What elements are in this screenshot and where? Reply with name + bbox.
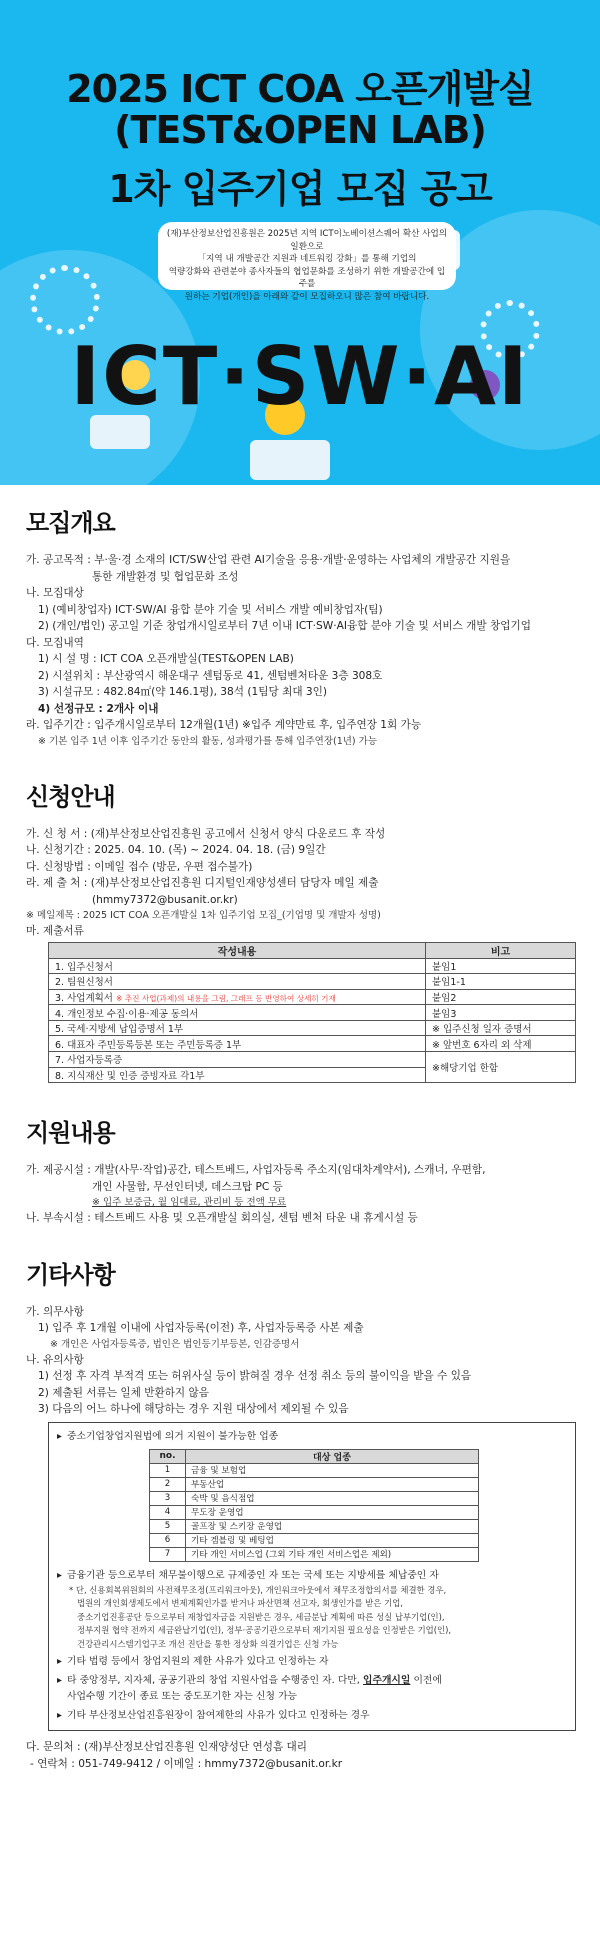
table-cell: 5. 국세·지방세 납입증명서 1부	[49, 1020, 426, 1036]
apply-method: 다. 신청방법 : 이메일 접수 (방문, 우편 접수불가)	[26, 860, 253, 873]
table-cell: 금융 및 보험업	[186, 1463, 479, 1477]
table-cell: 무도장 운영업	[186, 1505, 479, 1519]
apply-form: 가. 신 청 서 : (재)부산정보산업진흥원 공고에서 신청서 양식 다운로드 후 작성	[26, 827, 386, 840]
exclusion-text: 타 중앙정부, 지자체, 공공기관의 창업 지원사업을 수행중인 자. 다만,	[67, 1675, 364, 1687]
overview-period-note: ※ 기본 입주 1년 이후 입주기간 동안의 활동, 성과평가를 통해 입주연장(1년) 가능	[38, 735, 378, 747]
exclusion-item	[57, 1568, 567, 1584]
overview-detail-item: 1) 시 설 명 : ICT COA 오픈개발실(TEST&OPEN LAB)	[38, 653, 294, 665]
table-row	[49, 1036, 576, 1052]
table-header: 비고	[426, 942, 576, 958]
exclusion-box	[48, 1422, 576, 1732]
overview-target-item: 2) (개인/법인) 공고일 기준 창업개시일로부터 7년 이내 ICT·SW·AI융합 분야 기술 및 서비스 개발 창업기업	[38, 620, 531, 632]
table-header: no.	[150, 1449, 186, 1463]
table-cell: 1. 입주신청서	[49, 958, 426, 974]
table-row	[150, 1463, 479, 1477]
table-header-row	[49, 942, 576, 958]
table-cell: 붙임2	[426, 989, 576, 1005]
table-header: 작성내용	[49, 942, 426, 958]
section-title-etc: 기타사항	[26, 1260, 115, 1289]
table-cell: 붙임1	[426, 958, 576, 974]
table-cell: 부동산업	[186, 1477, 479, 1491]
exclusion-note: 중소기업진흥공단 등으로부터 재창업자금을 지원받은 경우, 세금분납 계획에 따른 성실 납부기업(인),	[77, 1611, 445, 1622]
bullet-icon: ▸	[57, 1569, 62, 1581]
apply-period: 나. 신청기간 : 2025. 04. 10. (목) ~ 2024. 04. 18. (금) 9일간	[26, 844, 326, 856]
overview-details-head: 다. 모집내역	[26, 636, 84, 649]
banner-title-line2: (TEST&OPEN LAB)	[114, 108, 486, 152]
exclusion-text: 기타 법령 등에서 창업지원의 제한 사유가 있다고 인정하는 자	[67, 1656, 329, 1668]
overview-purpose-cont: 통한 개발환경 및 협업문화 조성	[92, 570, 239, 583]
exclusion-emphasis: 입주개시일	[363, 1675, 411, 1687]
etc-caution-item: 3) 다음의 어느 하나에 해당하는 경우 지원 대상에서 제외될 수 있음	[38, 1403, 349, 1416]
section-title-apply: 신청안내	[26, 782, 115, 811]
table-cell: 4. 개인정보 수집·이용·제공 동의서	[49, 1005, 426, 1021]
exclusion-text: 금융기관 등으로부터 채무불이행으로 규제중인 자 또는 국세 또는 지방세를 체납중인 자	[67, 1569, 439, 1581]
table-cell: 1	[150, 1463, 186, 1477]
support-provide: 가. 제공시설 : 개발(사무·작업)공간, 테스트베드, 사업자등록 주소지(임대차계약서), 스캐너, 우편함,	[26, 1164, 486, 1177]
overview-period: 라. 입주기간 : 입주개시일로부터 12개월(1년) ※입주 계약만료 후, 입주연장 1회 가능	[26, 719, 422, 731]
table-cell: 8. 지식재산 및 인증 증빙자료 각1부	[49, 1067, 426, 1083]
table-cell: 기타 겜블링 및 베팅업	[186, 1533, 479, 1547]
table-row	[150, 1491, 479, 1505]
support-provide-cont: 개인 사물함, 무선인터넷, 데스크탑 PC 등	[92, 1180, 283, 1193]
banner-title-line3: 1차 입주기업 모집 공고	[108, 167, 492, 211]
table-cell: 붙임1-1	[426, 974, 576, 990]
exclusion-text: 기타 부산정보산업진흥원장이 참여제한의 사유가 있다고 인정하는 경우	[67, 1710, 370, 1722]
etc-duty-head: 가. 의무사항	[26, 1305, 84, 1318]
exclusion-note: 건강관리시스템기업구조 개선 진단을 통한 정상화 의결기업은 신청 가능	[77, 1638, 339, 1649]
section-title-support: 지원내용	[26, 1119, 115, 1148]
table-header: 대상 업종	[186, 1449, 479, 1463]
bullet-icon: ▸	[57, 1675, 62, 1687]
table-cell: 7	[150, 1547, 186, 1561]
etc-caution-item: 2) 제출된 서류는 일체 반환하지 않음	[38, 1386, 209, 1399]
overview-detail-item: 2) 시설위치 : 부산광역시 해운대구 센텀동로 41, 센텀벤처타운 3층 308호	[38, 669, 383, 682]
table-row	[49, 1005, 576, 1021]
bullet-icon: ▸	[57, 1656, 62, 1668]
table-row	[150, 1505, 479, 1519]
doc-item-note: ※ 추진 사업(과제)의 내용을 그림, 그래프 등 반영하여 상세히 기재	[116, 993, 336, 1003]
table-row	[49, 1020, 576, 1036]
table-cell: 4	[150, 1505, 186, 1519]
table-row	[49, 989, 576, 1005]
overview-purpose: 가. 공고목적 : 부·울·경 소재의 ICT/SW산업 관련 AI기술을 응용·개발·운영하는 사업체의 개발공간 지원을	[26, 554, 511, 566]
table-cell: 붙임3	[426, 1005, 576, 1021]
intro-line: (재)부산정보산업진흥원은 2025년 지역 ICT이노베이션스퀘어 확산 사업의 일환으로	[166, 229, 448, 252]
table-row	[49, 958, 576, 974]
exclusion-item	[57, 1429, 567, 1445]
overview-detail-item: 3) 시설규모 : 482.84㎡(약 146.1평), 38석 (1팀당 최대 3인)	[38, 686, 328, 698]
etc-caution-item: 1) 선정 후 자격 부적격 또는 허위사실 등이 밝혀질 경우 선정 취소 등의 불이익을 받을 수 있음	[38, 1370, 472, 1383]
exclusion-note: 법원의 개인회생제도에서 변제계획인가를 받거나 파산면책 선고자, 회생인가를 받은 기업,	[77, 1598, 403, 1609]
etc-duty-item: 1) 입주 후 1개월 이내에 사업자등록(이전) 후, 사업자등록증 사본 제출	[38, 1322, 364, 1335]
exclusion-item	[57, 1654, 567, 1670]
exclusion-item	[57, 1708, 567, 1724]
apply-mail-note: ※ 메일제목 : 2025 ICT COA 오픈개발실 1차 입주기업 모집_(기업명 및 개발자 성명)	[26, 910, 381, 921]
table-header-row	[150, 1449, 479, 1463]
doc-item: 3. 사업계획서	[55, 992, 113, 1004]
etc-caution-head: 나. 유의사항	[26, 1353, 84, 1366]
table-cell: 기타 개인 서비스업 (그외 기타 개인 서비스업은 제외)	[186, 1547, 479, 1561]
exclusion-item	[57, 1673, 567, 1689]
table-cell: 6. 대표자 주민등록등본 또는 주민등록증 1부	[49, 1036, 426, 1052]
etc-contact-head: 다. 문의처 : (재)부산정보산업진흥원 인재양성단 연성흠 대리	[26, 1741, 308, 1754]
etc-duty-note: ※ 개인은 사업자등록증, 법인은 법인등기부등본, 인감증명서	[50, 1338, 300, 1350]
overview-detail-item: 4) 선정규모 : 2개사 이내	[38, 702, 159, 715]
exclusion-note: 정부지원 협약 전까지 세금완납기업(인), 정부·공공기관으로부터 재기지원 필요성을 인정받은 기업(인),	[77, 1625, 452, 1636]
table-cell: 2. 팀원신청서	[49, 974, 426, 990]
exclusion-text: 이전에	[410, 1675, 442, 1687]
section-title-overview: 모집개요	[26, 509, 115, 537]
table-cell	[49, 989, 426, 1005]
laptop-illustration	[250, 440, 330, 480]
table-cell: 6	[150, 1533, 186, 1547]
exclusion-item-cont: 사업수행 기간이 종료 또는 중도포기한 자는 신청 가능	[67, 1691, 298, 1703]
gear-icon	[30, 265, 100, 335]
etc-contact: - 연락처 : 051-749-9412 / 이메일 : hmmy7372@busanit.or.kr	[30, 1757, 343, 1770]
intro-line: 역량강화와 관련분야 종사자들의 협업문화를 조성하기 위한 개발공간에 입주를	[168, 266, 446, 289]
table-cell: 3	[150, 1491, 186, 1505]
table-cell: 숙박 및 음식점업	[186, 1491, 479, 1505]
support-extra: 나. 부속시설 : 테스트베드 사용 및 오픈개발실 회의실, 센텀 벤처 타운 내 휴게시설 등	[26, 1212, 418, 1225]
documents-table	[48, 942, 576, 1084]
intro-line: 「지역 내 개발공간 지원과 네트워킹 강화」를 통해 기업의	[197, 254, 417, 264]
table-cell: 2	[150, 1477, 186, 1491]
table-cell: ※ 입주신청 일자 증명서	[426, 1020, 576, 1036]
banner-intro	[158, 222, 456, 302]
table-cell: 7. 사업자등록증	[49, 1052, 426, 1068]
apply-submit-email[interactable]: (hmmy7372@busanit.or.kr)	[92, 893, 238, 906]
restricted-business-table	[149, 1449, 479, 1562]
table-row	[49, 974, 576, 990]
table-row	[150, 1477, 479, 1491]
apply-submit: 라. 제 출 처 : (재)부산정보산업진흥원 디지털인재양성센터 담당자 메일 제출	[26, 877, 379, 889]
apply-docs-head: 마. 제출서류	[26, 925, 84, 937]
bullet-icon: ▸	[57, 1710, 62, 1722]
bullet-icon: ▸	[57, 1430, 62, 1442]
ict-sw-ai-logo-text: ICT·SW·AI	[70, 330, 530, 423]
table-row	[49, 1052, 576, 1068]
banner-title-line1: 2025 ICT COA 오픈개발실	[66, 67, 534, 111]
table-cell: ※해당기업 한함	[426, 1052, 576, 1083]
hero-banner	[0, 0, 600, 485]
table-row	[150, 1533, 479, 1547]
table-cell: ※ 앞번호 6자리 외 삭제	[426, 1036, 576, 1052]
table-row	[150, 1519, 479, 1533]
support-provide-note: ※ 입주 보증금, 월 임대료, 관리비 등 전액 무료	[92, 1197, 287, 1209]
table-cell: 골프장 및 스키장 운영업	[186, 1519, 479, 1533]
intro-line: 원하는 기업(개인)을 아래와 같이 모집하오니 많은 참여 바랍니다.	[184, 291, 430, 302]
table-cell: 5	[150, 1519, 186, 1533]
announcement-body	[0, 485, 600, 1772]
overview-target-head: 나. 모집대상	[26, 587, 84, 599]
table-row	[150, 1547, 479, 1561]
exclusion-note: * 단, 신용회복위원회의 사전채무조정(프리워크아웃), 개인워크아웃에서 채무조정합의서를 체결한 경우,	[69, 1584, 447, 1595]
exclusion-text: 중소기업창업지원법에 의거 지원이 불가능한 업종	[67, 1430, 279, 1442]
overview-target-item: 1) (예비창업자) ICT·SW/AI 융합 분야 기술 및 서비스 개발 예비창업자(팀)	[38, 603, 383, 616]
